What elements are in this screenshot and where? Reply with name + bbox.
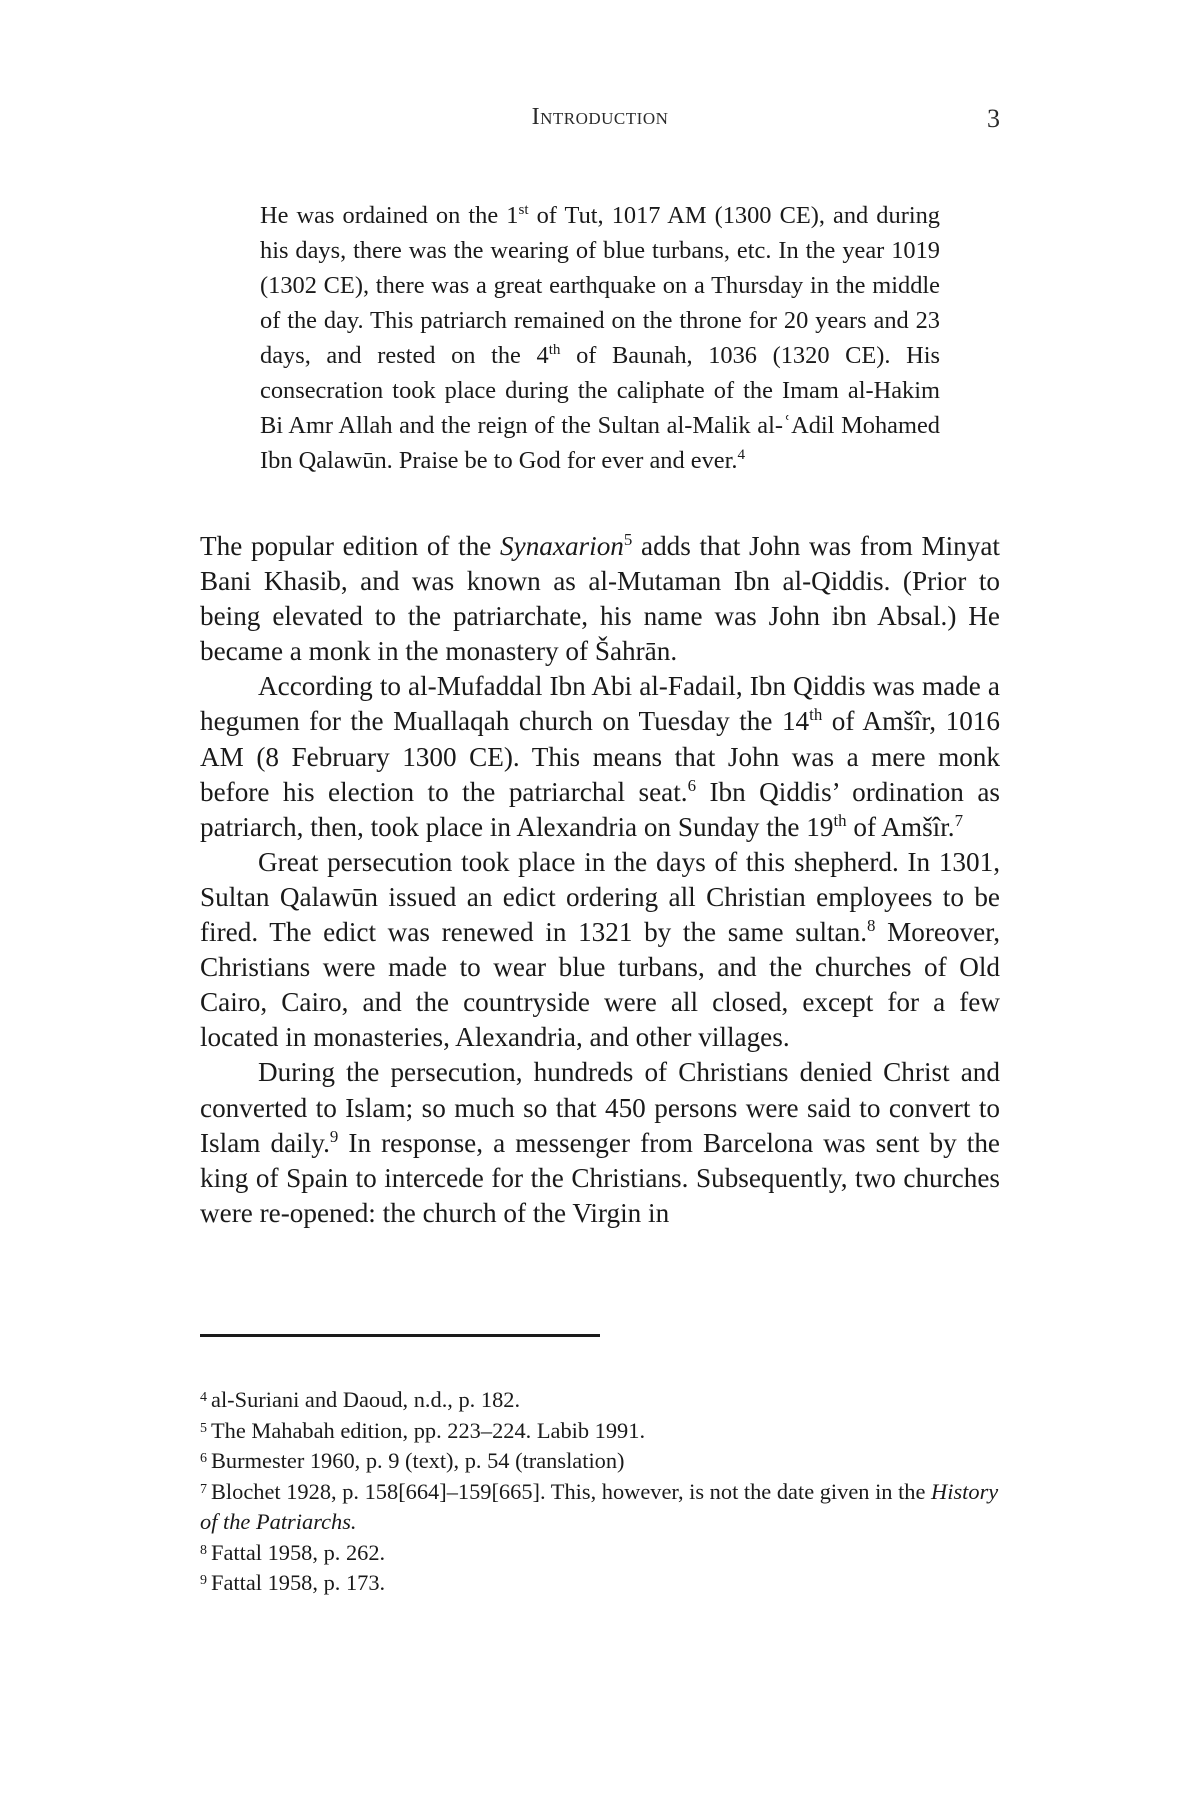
footnotes bbox=[200, 1385, 1000, 1599]
quote-text: He was ordained on the 1 bbox=[260, 202, 519, 229]
ordinal-superscript: th bbox=[833, 810, 847, 830]
paragraph-conversion bbox=[200, 1055, 1000, 1230]
ordinal-superscript: th bbox=[809, 705, 823, 725]
running-title: Introduction bbox=[531, 104, 669, 130]
paragraph-text: Ibn Qiddis’ ordination as patriarch, then, took place in Alexandria on Sunday the 19 bbox=[200, 776, 1001, 842]
footnote-number: 9 bbox=[200, 1573, 207, 1588]
footnote-number: 8 bbox=[200, 1542, 207, 1558]
quote-ordinal-superscript: st bbox=[518, 201, 529, 218]
footnote-5 bbox=[200, 1416, 1000, 1447]
paragraph-text: According to al-Mufaddal Ibn Abi al-Fadail, Ibn Qiddis was made a hegumen for the Muallaqah church on Tuesday the 14 bbox=[200, 671, 1000, 737]
quote-text: of Baunah, 1036 (1320 CE). His consecration took place during the caliphate of the Imam al-Hakim Bi Amr Allah and the reign of the Sultan al-Malik al-ʿAdil Mohamed Ibn Qalawūn. Praise be to God for ever and ever. bbox=[260, 342, 940, 474]
footnote-text: al-Suriani and Daoud, n.d., p. 182. bbox=[211, 1387, 521, 1412]
synaxarion-title: Synaxarion bbox=[500, 531, 624, 561]
block-quote bbox=[260, 198, 940, 478]
page-number: 3 bbox=[987, 104, 1000, 133]
paragraph-synaxarion bbox=[200, 529, 1000, 669]
paragraph-hegumen bbox=[200, 669, 1000, 844]
paragraph-text: adds that John was from Minyat Bani Khasib, and was known as al-Mutaman Ibn al-Qiddis. (Prior to being elevated to the patriarchate, his name was John ibn Absal.) He became a monk in the monastery of Šahrān. bbox=[200, 531, 1000, 667]
paragraph-text: of Amšîr. bbox=[846, 811, 955, 842]
body-text bbox=[200, 529, 1000, 1231]
footnote-ref-6[interactable]: 6 bbox=[687, 775, 697, 795]
footnote-text: Fattal 1958, p. 262. bbox=[211, 1539, 386, 1565]
footnote-9 bbox=[200, 1568, 1000, 1599]
paragraph-text: Moreover, Christians were made to wear blue turbans, and the churches of Old Cairo, Cairo, and the countryside were all closed, except for a few located in monasteries, Alexandria, and other villages. bbox=[200, 917, 1000, 1053]
running-header bbox=[200, 104, 1000, 138]
footnote-ref-5[interactable]: 5 bbox=[623, 529, 633, 549]
quote-ordinal-superscript: th bbox=[548, 341, 561, 358]
footnote-number: 6 bbox=[200, 1451, 207, 1466]
footnote-text: Burmester 1960, p. 9 (text), p. 54 (translation) bbox=[211, 1448, 625, 1473]
footnote-8 bbox=[200, 1538, 1000, 1569]
footnote-number: 4 bbox=[200, 1390, 207, 1405]
footnote-number: 7 bbox=[200, 1481, 207, 1497]
footnote-7 bbox=[200, 1477, 1000, 1538]
paragraph-text: During the persecution, hundreds of Christians denied Christ and converted to Islam; so much so that 450 persons were said to convert to Islam daily. bbox=[200, 1057, 1000, 1158]
paragraph-text: Great persecution took place in the days of this shepherd. In 1301, Sultan Qalawūn issued an edict ordering all Christian employees to be fired. The edict was renewed in 1321 by the same sultan. bbox=[200, 846, 1000, 948]
footnote-text: The Mahabah edition, pp. 223–224. Labib 1991. bbox=[211, 1417, 646, 1443]
quote-text: of Tut, 1017 AM (1300 CE), and during his days, there was the wearing of blue turbans, etc. In the year 1019 (1302 CE), there was a great earthquake on a Thursday in the middle of the day. This patriarch remained on the throne for 20 years and 23 days, and rested on the 4 bbox=[260, 202, 940, 369]
footnote-ref-8[interactable]: 8 bbox=[867, 915, 876, 935]
footnote-text: Fattal 1958, p. 173. bbox=[211, 1570, 386, 1595]
footnote-number: 5 bbox=[200, 1420, 207, 1436]
footnote-6 bbox=[200, 1446, 1000, 1477]
footnote-text: Blochet 1928, p. 158[664]–159[665]. This, however, is not the date given in the bbox=[211, 1478, 932, 1504]
footnote-italic-title: History of the Patriarchs. bbox=[200, 1478, 999, 1534]
footnote-4 bbox=[200, 1385, 1000, 1416]
paragraph-persecution bbox=[200, 845, 1000, 1056]
paragraph-text: of Amšîr, 1016 AM (8 February 1300 CE). This means that John was a mere monk before his election to the patriarchal seat. bbox=[200, 706, 1000, 807]
paragraph-text: In response, a messenger from Barcelona was sent by the king of Spain to intercede for the Christians. Subsequently, two churches were re-opened: the church of the Virgin in bbox=[200, 1127, 1000, 1228]
footnote-ref-9[interactable]: 9 bbox=[329, 1126, 339, 1146]
footnote-separator bbox=[200, 1334, 600, 1337]
footnote-ref-4[interactable]: 4 bbox=[737, 446, 746, 463]
footnote-ref-7[interactable]: 7 bbox=[954, 810, 964, 830]
paragraph-text: The popular edition of the bbox=[200, 531, 501, 561]
